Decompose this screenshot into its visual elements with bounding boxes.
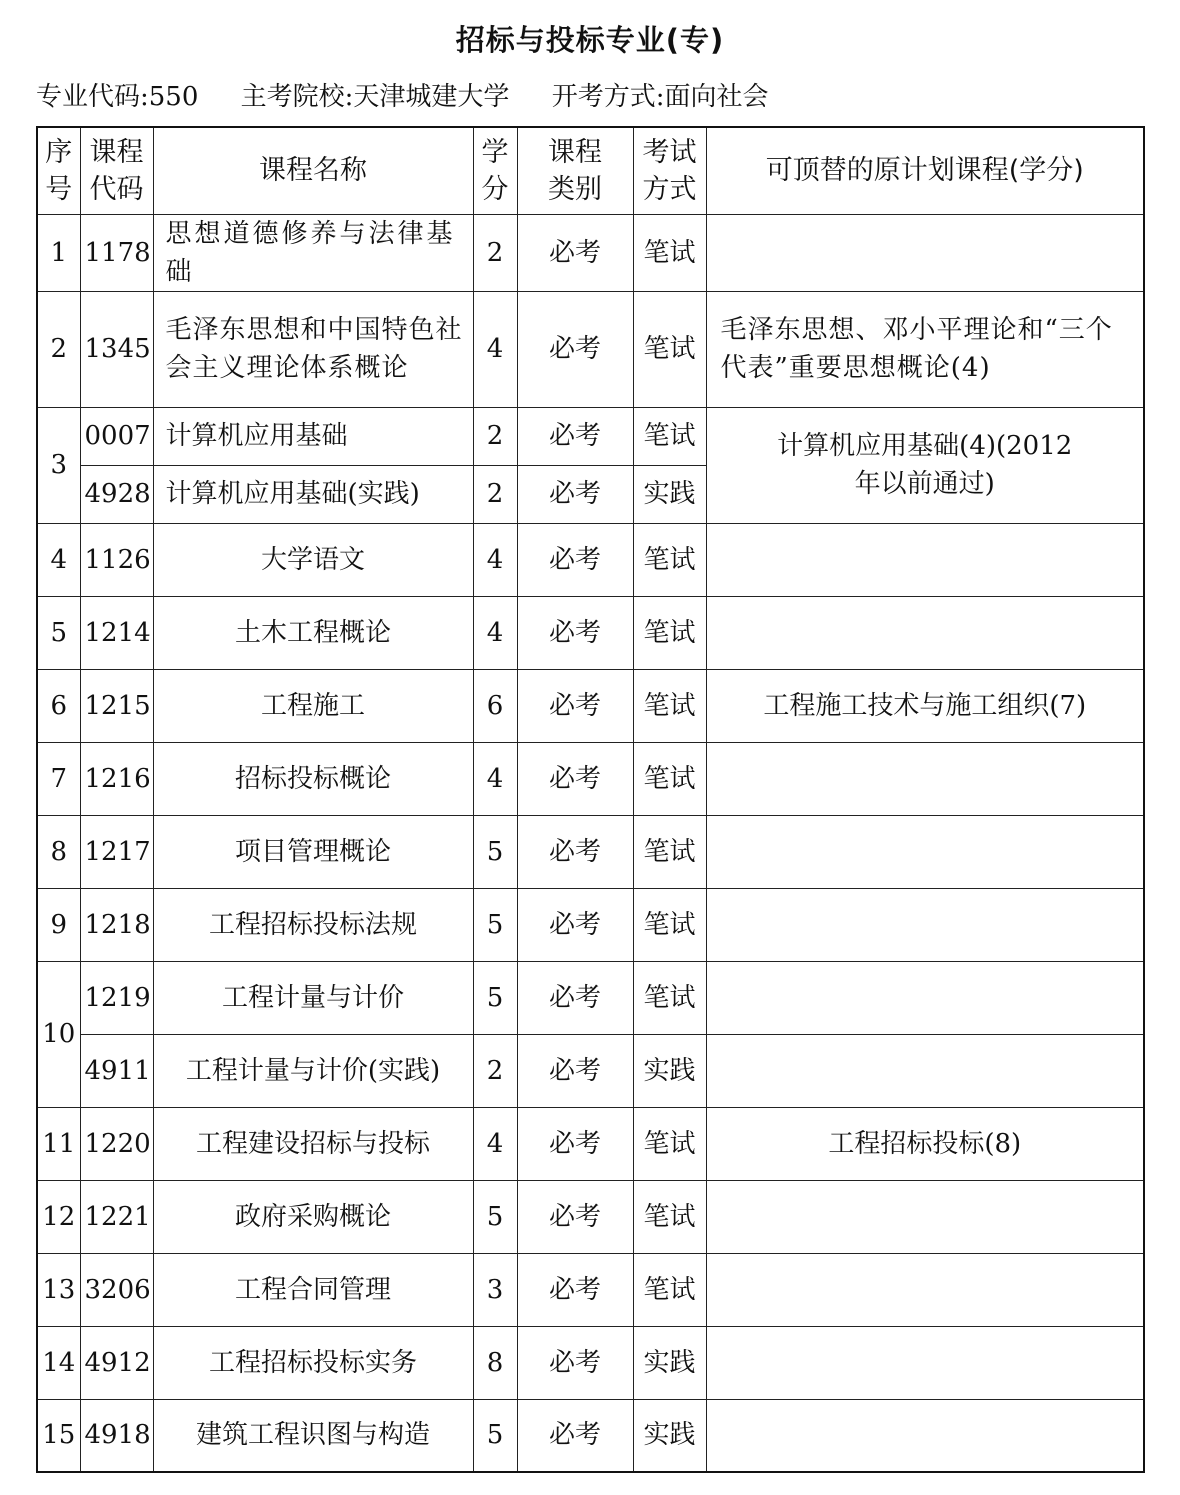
cell-type: 必考	[517, 1180, 633, 1253]
cell-code: 1216	[80, 742, 153, 815]
cell-seq: 2	[37, 291, 80, 407]
table-row	[37, 523, 1144, 596]
cell-type: 必考	[517, 407, 633, 465]
cell-course-name: 工程招标投标实务	[153, 1326, 473, 1399]
cell-course-name: 计算机应用基础	[153, 407, 473, 465]
cell-credit: 4	[473, 742, 517, 815]
cell-credit: 2	[473, 465, 517, 523]
cell-code: 1219	[80, 961, 153, 1034]
cell-exam: 实践	[633, 1326, 706, 1399]
cell-credit: 2	[473, 214, 517, 291]
cell-type: 必考	[517, 742, 633, 815]
cell-type: 必考	[517, 1326, 633, 1399]
table-row	[37, 1326, 1144, 1399]
cell-exam: 笔试	[633, 214, 706, 291]
header-exam: 考试 方式	[633, 127, 706, 214]
cell-type: 必考	[517, 1253, 633, 1326]
cell-type: 必考	[517, 523, 633, 596]
cell-seq: 10	[37, 961, 80, 1107]
cell-seq: 12	[37, 1180, 80, 1253]
cell-seq: 4	[37, 523, 80, 596]
table-row	[37, 596, 1144, 669]
cell-course-name: 计算机应用基础(实践)	[153, 465, 473, 523]
cell-type: 必考	[517, 669, 633, 742]
header-seq: 序 号	[37, 127, 80, 214]
table-row	[37, 407, 1144, 465]
cell-credit: 3	[473, 1253, 517, 1326]
cell-exam: 实践	[633, 1399, 706, 1472]
cell-exam: 实践	[633, 1034, 706, 1107]
cell-credit: 5	[473, 815, 517, 888]
cell-substitute	[706, 1399, 1144, 1472]
cell-code: 1215	[80, 669, 153, 742]
cell-code: 1126	[80, 523, 153, 596]
header-substitute: 可顶替的原计划课程(学分)	[706, 127, 1144, 214]
cell-course-name: 招标投标概论	[153, 742, 473, 815]
cell-exam: 笔试	[633, 523, 706, 596]
cell-exam: 笔试	[633, 596, 706, 669]
cell-seq: 13	[37, 1253, 80, 1326]
cell-type: 必考	[517, 815, 633, 888]
cell-course-name: 工程施工	[153, 669, 473, 742]
cell-seq: 6	[37, 669, 80, 742]
cell-exam: 笔试	[633, 888, 706, 961]
cell-credit: 4	[473, 596, 517, 669]
cell-exam: 笔试	[633, 742, 706, 815]
table-row	[37, 669, 1144, 742]
cell-seq: 15	[37, 1399, 80, 1472]
header-row	[37, 127, 1144, 214]
cell-credit: 5	[473, 888, 517, 961]
course-table	[36, 126, 1145, 1473]
cell-code: 1214	[80, 596, 153, 669]
cell-credit: 6	[473, 669, 517, 742]
cell-code: 1220	[80, 1107, 153, 1180]
cell-code: 4918	[80, 1399, 153, 1472]
table-row	[37, 742, 1144, 815]
cell-substitute	[706, 961, 1144, 1034]
cell-substitute	[706, 596, 1144, 669]
cell-substitute	[706, 742, 1144, 815]
table-row	[37, 1180, 1144, 1253]
cell-substitute	[706, 815, 1144, 888]
header-credit: 学 分	[473, 127, 517, 214]
cell-type: 必考	[517, 961, 633, 1034]
cell-seq: 7	[37, 742, 80, 815]
cell-substitute	[706, 888, 1144, 961]
table-row	[37, 888, 1144, 961]
cell-seq: 1	[37, 214, 80, 291]
cell-code: 3206	[80, 1253, 153, 1326]
cell-type: 必考	[517, 465, 633, 523]
exam-mode: 开考方式:面向社会	[551, 82, 769, 112]
cell-credit: 5	[473, 1180, 517, 1253]
cell-credit: 5	[473, 1399, 517, 1472]
cell-exam: 笔试	[633, 291, 706, 407]
cell-type: 必考	[517, 1399, 633, 1472]
cell-course-name: 工程计量与计价(实践)	[153, 1034, 473, 1107]
cell-seq: 5	[37, 596, 80, 669]
header-type: 课程 类别	[517, 127, 633, 214]
cell-exam: 笔试	[633, 961, 706, 1034]
cell-substitute	[706, 214, 1144, 291]
cell-seq: 9	[37, 888, 80, 961]
cell-credit: 4	[473, 523, 517, 596]
cell-exam: 实践	[633, 465, 706, 523]
cell-type: 必考	[517, 1034, 633, 1107]
cell-substitute: 工程招标投标(8)	[706, 1107, 1144, 1180]
cell-course-name: 大学语文	[153, 523, 473, 596]
cell-exam: 笔试	[633, 1107, 706, 1180]
cell-code: 0007	[80, 407, 153, 465]
header-name: 课程名称	[153, 127, 473, 214]
cell-course-name: 工程计量与计价	[153, 961, 473, 1034]
cell-type: 必考	[517, 888, 633, 961]
table-row	[37, 291, 1144, 407]
cell-exam: 笔试	[633, 815, 706, 888]
cell-substitute	[706, 1034, 1144, 1107]
major-info	[36, 76, 802, 113]
cell-exam: 笔试	[633, 1180, 706, 1253]
cell-credit: 4	[473, 291, 517, 407]
exam-school: 主考院校:天津城建大学	[240, 82, 510, 112]
table-row	[37, 1034, 1144, 1107]
cell-substitute	[706, 1180, 1144, 1253]
cell-type: 必考	[517, 291, 633, 407]
cell-substitute: 计算机应用基础(4)(2012 年以前通过)	[706, 407, 1144, 523]
header-code: 课程 代码	[80, 127, 153, 214]
cell-course-name: 土木工程概论	[153, 596, 473, 669]
cell-exam: 笔试	[633, 1253, 706, 1326]
cell-code: 1218	[80, 888, 153, 961]
cell-course-name: 工程建设招标与投标	[153, 1107, 473, 1180]
cell-type: 必考	[517, 1107, 633, 1180]
cell-credit: 2	[473, 407, 517, 465]
table-row	[37, 815, 1144, 888]
cell-code: 1221	[80, 1180, 153, 1253]
cell-credit: 4	[473, 1107, 517, 1180]
table-row	[37, 961, 1144, 1034]
cell-course-name: 毛泽东思想和中国特色社会主义理论体系概论	[153, 291, 473, 407]
cell-course-name: 建筑工程识图与构造	[153, 1399, 473, 1472]
cell-course-name: 政府采购概论	[153, 1180, 473, 1253]
cell-credit: 2	[473, 1034, 517, 1107]
cell-credit: 5	[473, 961, 517, 1034]
major-code: 专业代码:550	[36, 82, 199, 112]
cell-code: 1217	[80, 815, 153, 888]
cell-seq: 11	[37, 1107, 80, 1180]
cell-code: 4912	[80, 1326, 153, 1399]
cell-exam: 笔试	[633, 407, 706, 465]
cell-seq: 8	[37, 815, 80, 888]
cell-code: 4928	[80, 465, 153, 523]
cell-credit: 8	[473, 1326, 517, 1399]
cell-code: 1345	[80, 291, 153, 407]
cell-course-name: 思想道德修养与法律基础	[153, 214, 473, 291]
cell-course-name: 工程合同管理	[153, 1253, 473, 1326]
cell-exam: 笔试	[633, 669, 706, 742]
table-row	[37, 1107, 1144, 1180]
cell-seq: 3	[37, 407, 80, 523]
table-row	[37, 1253, 1144, 1326]
cell-substitute: 毛泽东思想、邓小平理论和“三个代表”重要思想概论(4)	[706, 291, 1144, 407]
cell-substitute	[706, 1326, 1144, 1399]
cell-course-name: 项目管理概论	[153, 815, 473, 888]
cell-substitute	[706, 523, 1144, 596]
cell-type: 必考	[517, 214, 633, 291]
cell-type: 必考	[517, 596, 633, 669]
cell-seq: 14	[37, 1326, 80, 1399]
table-row	[37, 214, 1144, 291]
cell-course-name: 工程招标投标法规	[153, 888, 473, 961]
cell-code: 1178	[80, 214, 153, 291]
table-row	[37, 1399, 1144, 1472]
cell-substitute: 工程施工技术与施工组织(7)	[706, 669, 1144, 742]
cell-substitute	[706, 1253, 1144, 1326]
cell-code: 4911	[80, 1034, 153, 1107]
page-title: 招标与投标专业(专)	[455, 23, 725, 57]
